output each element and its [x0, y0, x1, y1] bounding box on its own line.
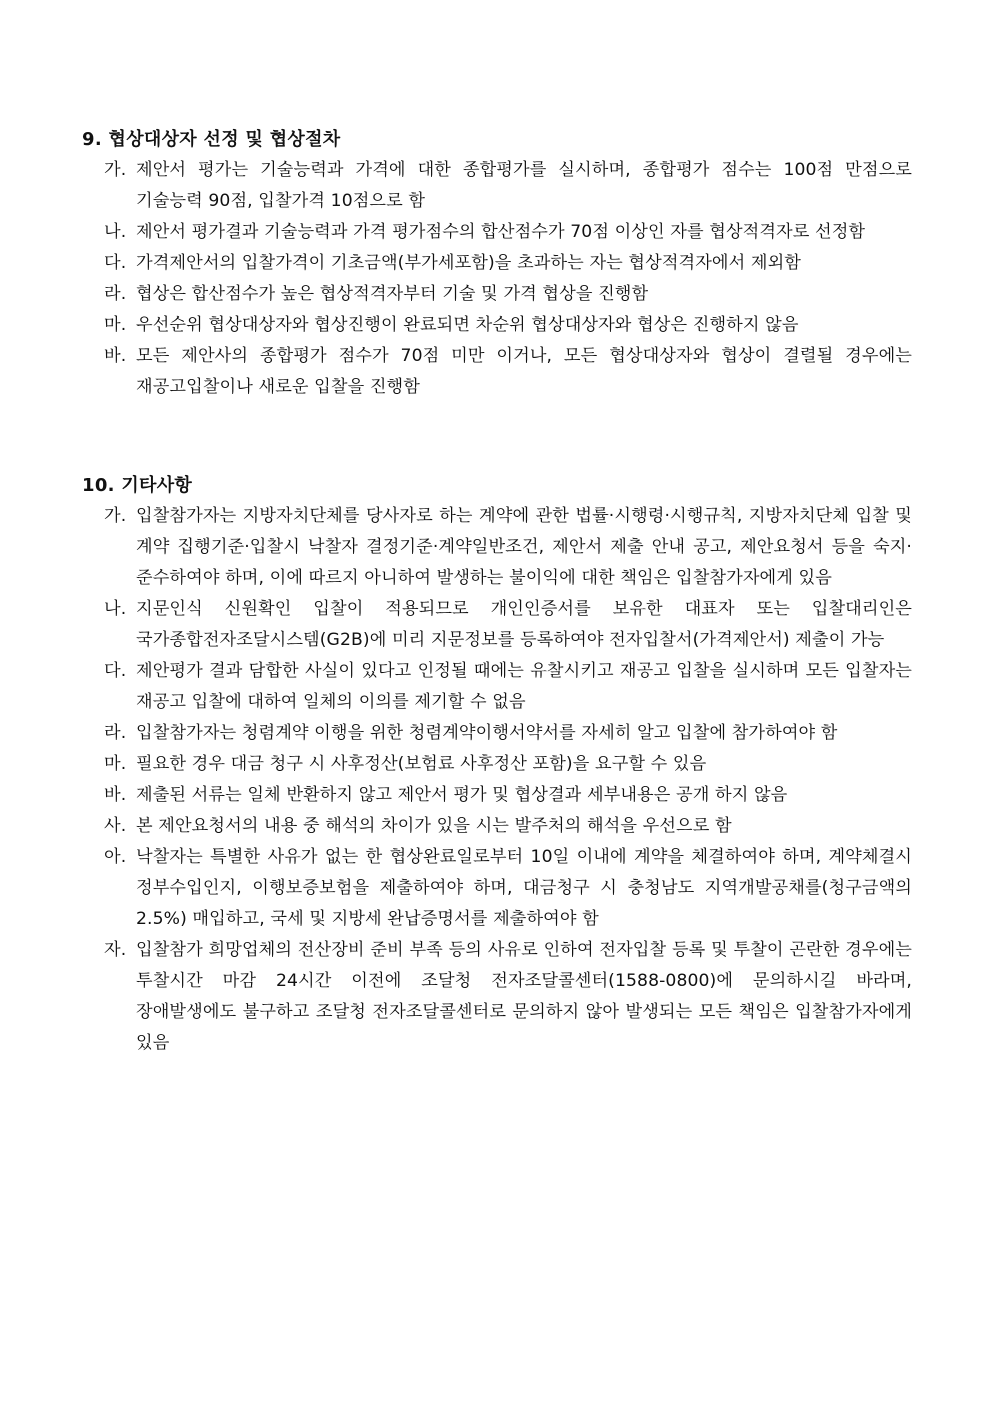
item-marker: 나. [104, 599, 127, 619]
list-item [104, 749, 912, 780]
item-text: 제안서 평가는 기술능력과 가격에 대한 종합평가를 실시하며, 종합평가 점수는 100점 만점으로 기술능력 90점, 입찰가격 10점으로 함 [136, 160, 912, 211]
item-marker: 바. [104, 785, 127, 805]
item-text: 입찰참가자는 지방자치단체를 당사자로 하는 계약에 관한 법률·시행령·시행규칙, 지방자치단체 입찰 및 계약 집행기준·입찰시 낙찰자 결정기준·계약일반조건, 제안서 제출 안내 공고, 제안요청서 등을 숙지·준수하여야 하며, 이에 따르지 아니하여 발생하는 불이익에 대한 책임은 입찰참가자에게 있음 [136, 506, 912, 588]
list-item [104, 217, 912, 248]
item-list [82, 155, 912, 403]
item-text: 입찰참가자는 청렴계약 이행을 위한 청렴계약이행서약서를 자세히 알고 입찰에 참가하여야 함 [136, 723, 838, 743]
list-item [104, 248, 912, 279]
list-item [104, 656, 912, 718]
section-negotiation-procedure [82, 124, 912, 403]
item-marker: 사. [104, 816, 127, 836]
list-item [104, 279, 912, 310]
item-text: 모든 제안사의 종합평가 점수가 70점 미만 이거나, 모든 협상대상자와 협상이 결렬될 경우에는 재공고입찰이나 새로운 입찰을 진행함 [136, 346, 912, 397]
item-text: 제안평가 결과 담합한 사실이 있다고 인정될 때에는 유찰시키고 재공고 입찰을 실시하며 모든 입찰자는 재공고 입찰에 대하여 일체의 이의를 제기할 수 없음 [136, 661, 912, 712]
list-item [104, 310, 912, 341]
section-other-matters [82, 470, 912, 1059]
item-text: 입찰참가 희망업체의 전산장비 준비 부족 등의 사유로 인하여 전자입찰 등록 및 투찰이 곤란한 경우에는 투찰시간 마감 24시간 이전에 조달청 전자조달콜센터(1588-0800)에 문의하시길 바라며, 장애발생에도 불구하고 조달청 전자조달콜센터로 문의하지 않아 발생되는 모든 책임은 입찰참가자에게 있음 [136, 940, 912, 1053]
item-text: 본 제안요청서의 내용 중 해석의 차이가 있을 시는 발주처의 해석을 우선으로 함 [136, 816, 732, 836]
item-marker: 라. [104, 284, 127, 304]
item-text: 지문인식 신원확인 입찰이 적용되므로 개인인증서를 보유한 대표자 또는 입찰대리인은 국가종합전자조달시스템(G2B)에 미리 지문정보를 등록하여야 전자입찰서(가격제안서) 제출이 가능 [136, 599, 912, 650]
item-marker: 가. [104, 506, 127, 526]
item-marker: 다. [104, 661, 127, 681]
list-item [104, 811, 912, 842]
section-heading: 10. 기타사항 [82, 475, 193, 496]
item-text: 제출된 서류는 일체 반환하지 않고 제안서 평가 및 협상결과 세부내용은 공개 하지 않음 [136, 785, 788, 805]
item-marker: 바. [104, 346, 127, 366]
item-text: 협상은 합산점수가 높은 협상적격자부터 기술 및 가격 협상을 진행함 [136, 284, 649, 304]
item-text: 우선순위 협상대상자와 협상진행이 완료되면 차순위 협상대상자와 협상은 진행하지 않음 [136, 315, 799, 335]
list-item [104, 594, 912, 656]
item-marker: 가. [104, 160, 127, 180]
item-text: 필요한 경우 대금 청구 시 사후정산(보험료 사후정산 포함)을 요구할 수 있음 [136, 754, 707, 774]
list-item [104, 780, 912, 811]
list-item [104, 935, 912, 1059]
list-item [104, 155, 912, 217]
item-marker: 아. [104, 847, 127, 867]
item-text: 제안서 평가결과 기술능력과 가격 평가점수의 합산점수가 70점 이상인 자를 협상적격자로 선정함 [136, 222, 866, 242]
item-marker: 마. [104, 754, 127, 774]
list-item [104, 842, 912, 935]
item-marker: 나. [104, 222, 127, 242]
item-marker: 마. [104, 315, 127, 335]
item-marker: 다. [104, 253, 127, 273]
section-heading: 9. 협상대상자 선정 및 협상절차 [82, 129, 341, 150]
list-item [104, 501, 912, 594]
item-text: 가격제안서의 입찰가격이 기초금액(부가세포함)을 초과하는 자는 협상적격자에서 제외함 [136, 253, 802, 273]
list-item [104, 718, 912, 749]
item-marker: 자. [104, 940, 127, 960]
list-item [104, 341, 912, 403]
item-marker: 라. [104, 723, 127, 743]
item-list [82, 501, 912, 1059]
item-text: 낙찰자는 특별한 사유가 없는 한 협상완료일로부터 10일 이내에 계약을 체결하여야 하며, 계약체결시 정부수입인지, 이행보증보험을 제출하여야 하며, 대금청구 시 충청남도 지역개발공채를(청구금액의 2.5%) 매입하고, 국세 및 지방세 완납증명서를 제출하여야 함 [136, 847, 912, 929]
